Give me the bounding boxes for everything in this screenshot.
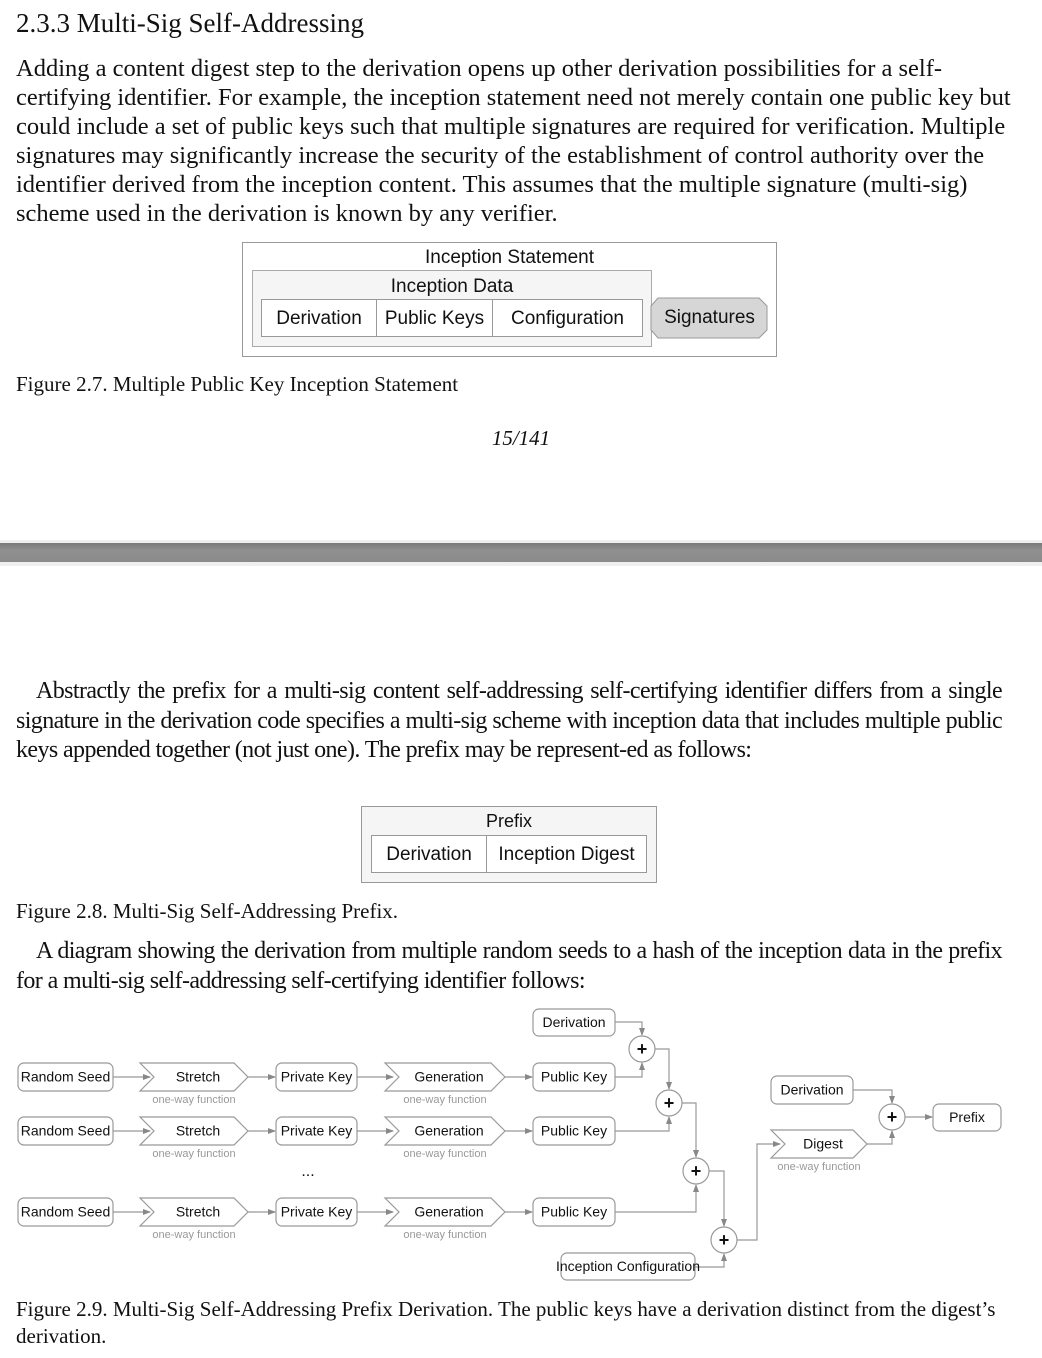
generation-function-label: Generation: [414, 1122, 484, 1139]
inception-statement-label: Inception Statement: [425, 247, 594, 268]
generation-function-label: Generation: [414, 1068, 484, 1085]
derivation-box-label: Derivation: [542, 1014, 606, 1031]
one-way-function-label: one-way function: [152, 1228, 236, 1241]
paragraph-2: [16, 677, 1002, 766]
connector-line: [615, 1185, 696, 1212]
stretch-function-label: Stretch: [175, 1122, 221, 1139]
inception-configuration-box-label: Inception Configuration: [556, 1258, 700, 1275]
inception-data-row: [261, 299, 643, 337]
plus-sign: +: [636, 1038, 648, 1059]
connector-line: [615, 1022, 642, 1035]
signatures-label: Signatures: [664, 307, 755, 328]
random-seed-box-label: Random Seed: [20, 1068, 111, 1085]
private-key-box-label: Private Key: [280, 1122, 353, 1139]
derivation-cell: Derivation: [262, 300, 377, 336]
figure-2-7-caption: Figure 2.7. Multiple Public Key Inception Statement: [16, 372, 459, 396]
connector-line: [867, 1131, 892, 1144]
random-seed-box-label: Random Seed: [20, 1122, 111, 1139]
digest-function-label: Digest: [803, 1135, 843, 1152]
one-way-function-label: one-way function: [152, 1147, 236, 1160]
prefix-row: [371, 835, 647, 873]
stretch-function-label: Stretch: [175, 1068, 221, 1085]
page-number: 15/141: [491, 426, 551, 450]
connector-line: [853, 1090, 892, 1103]
generation-function-label: Generation: [414, 1203, 484, 1220]
configuration-cell: Configuration: [510, 308, 625, 329]
one-way-function-label: one-way function: [152, 1093, 236, 1106]
connector-line: [682, 1103, 696, 1157]
public-key-box-label: Public Key: [540, 1068, 608, 1085]
figure-2-9-caption: Figure 2.9. Multi-Sig Self-Addressing Prefix Derivation. The public keys have a derivation distinct from the digest’s derivation.: [16, 1297, 996, 1348]
figure-2-8-caption: Figure 2.8. Multi-Sig Self-Addressing Prefix.: [16, 899, 399, 923]
intro-paragraph-text: Adding a content digest step to the derivation opens up other derivation possibilities for a self-certifying identifier. For example, the inception statement need not merely contain one public key but could include a set of public keys such that multiple signatures are required for verification. Multiple signatures may significantly increase the security of the establishment of control authority over the identifier derived from the inception content. This assumes that the multiple signature (multi-sig) scheme used in the derivation is known by any verifier.: [16, 55, 1011, 227]
intro-paragraph: [16, 54, 1026, 228]
inception-data-label: Inception Data: [390, 276, 514, 297]
figure-2-9-diagram: [0, 1000, 1042, 1285]
derivation-right-box-label: Derivation: [780, 1081, 844, 1098]
section-heading: 2.3.3 Multi-Sig Self-Addressing: [16, 8, 364, 38]
one-way-function-label: one-way function: [403, 1093, 487, 1106]
public-key-box-label: Public Key: [540, 1122, 608, 1139]
ellipsis: ...: [301, 1163, 315, 1181]
public-keys-cell: Public Keys: [377, 300, 493, 336]
connector-line: [615, 1117, 669, 1131]
prefix-box-label: Prefix: [949, 1109, 985, 1126]
prefix-label: Prefix: [485, 811, 532, 831]
one-way-function-label: one-way function: [777, 1160, 861, 1173]
plus-sign: +: [663, 1092, 675, 1113]
connector-line: [655, 1049, 669, 1089]
paragraph-2-text: Abstractly the prefix for a multi-sig content self-addressing self-certifying identifier differs from a single signature in the derivation code specifies a multi-sig scheme with inception data that includes multiple public keys appended together (not just one). The prefix may be represent-ed as follows:: [16, 678, 1002, 763]
plus-sign: +: [718, 1229, 730, 1250]
connector-line: [615, 1063, 642, 1077]
derivation-cell: Derivation: [372, 836, 487, 872]
stretch-function-label: Stretch: [175, 1203, 221, 1220]
private-key-box-label: Private Key: [280, 1203, 353, 1220]
paragraph-3-text: A diagram showing the derivation from multiple random seeds to a hash of the inception data in the prefix for a multi-sig self-addressing self-certifying identifier follows:: [16, 938, 1002, 994]
public-key-box-label: Public Key: [540, 1203, 608, 1220]
one-way-function-label: one-way function: [403, 1147, 487, 1160]
inception-digest-cell: Inception Digest: [498, 844, 635, 865]
one-way-function-label: one-way function: [403, 1228, 487, 1241]
random-seed-box-label: Random Seed: [20, 1203, 111, 1220]
private-key-box-label: Private Key: [280, 1068, 353, 1085]
plus-sign: +: [886, 1106, 898, 1127]
page-separator: [0, 540, 1042, 566]
paragraph-3: [16, 937, 1002, 996]
connector-line: [709, 1171, 724, 1226]
plus-sign: +: [690, 1160, 702, 1181]
